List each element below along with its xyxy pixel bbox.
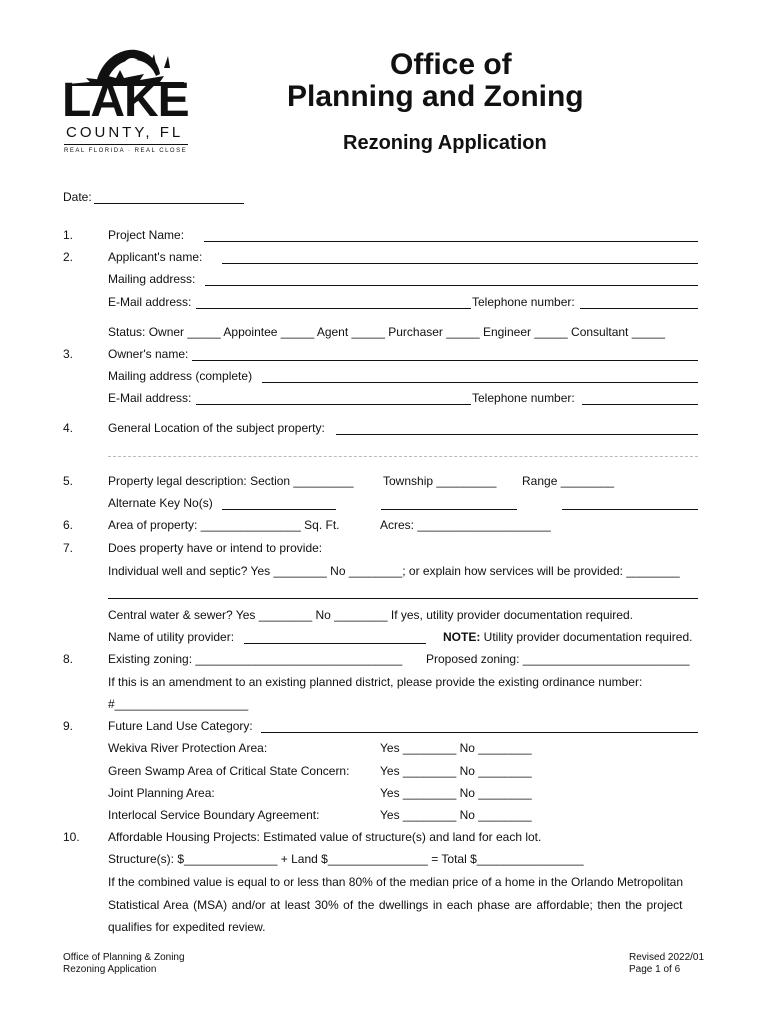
alternate-key-label: Alternate Key No(s) bbox=[108, 496, 213, 510]
interlocal-label: Interlocal Service Boundary Agreement: bbox=[108, 808, 320, 822]
area-label: Area of property: _______________ Sq. Ft. bbox=[108, 518, 340, 532]
paragraph-line-2: Statistical Area (MSA) and/or at least 30% of the dwellings in each phase are affordable; then the project bbox=[108, 898, 683, 912]
existing-zoning-label: Existing zoning: _______________________________ bbox=[108, 652, 403, 666]
logo-tagline: REAL FLORIDA · REAL CLOSE bbox=[64, 148, 188, 154]
general-location-label: General Location of the subject property: bbox=[108, 421, 325, 435]
page-subtitle: Rezoning Application bbox=[343, 132, 547, 154]
item-number-10: 10. bbox=[63, 830, 80, 844]
page-title-line2: Planning and Zoning bbox=[287, 80, 584, 113]
logo-word-county: COUNTY, FL bbox=[66, 124, 184, 141]
telephone2-label: Telephone number: bbox=[472, 391, 575, 405]
interlocal-yes-no[interactable]: Yes ________ No ________ bbox=[380, 808, 532, 822]
alternate-key-field-1[interactable] bbox=[222, 509, 336, 510]
applicant-name-field[interactable] bbox=[222, 263, 698, 264]
mailing-address-field[interactable] bbox=[205, 285, 698, 286]
item-number-4: 4. bbox=[63, 421, 74, 435]
status-line: Status: Owner _____ Appointee _____ Agent _____ Purchaser _____ Engineer _____ Consultant _____ bbox=[108, 325, 666, 339]
mailing-complete-field[interactable] bbox=[262, 382, 698, 383]
legal-description-label: Property legal description: Section _________ bbox=[108, 474, 354, 488]
item-number-8: 8. bbox=[63, 652, 74, 666]
well-septic-line: Individual well and septic? Yes ________ No ________; or explain how services will be provided: ________ bbox=[108, 564, 680, 578]
email-field[interactable] bbox=[196, 308, 471, 309]
affordable-housing-label: Affordable Housing Projects: Estimated value of structure(s) and land for each lot. bbox=[108, 830, 542, 844]
utility-provider-field[interactable] bbox=[244, 643, 426, 644]
owner-name-field[interactable] bbox=[192, 360, 698, 361]
footer-left-line1: Office of Planning & Zoning bbox=[63, 952, 185, 963]
joint-planning-label: Joint Planning Area: bbox=[108, 786, 215, 800]
item-number-6: 6. bbox=[63, 518, 74, 532]
utility-provider-label: Name of utility provider: bbox=[108, 630, 235, 644]
mailing-address-label: Mailing address: bbox=[108, 272, 196, 286]
email2-field[interactable] bbox=[196, 404, 471, 405]
township-label: Township _________ bbox=[383, 474, 497, 488]
alternate-key-field-3[interactable] bbox=[562, 509, 698, 510]
joint-planning-yes-no[interactable]: Yes ________ No ________ bbox=[380, 786, 532, 800]
note-text: Utility provider documentation required. bbox=[480, 630, 693, 644]
lake-county-logo bbox=[60, 44, 192, 160]
future-land-use-field[interactable] bbox=[261, 732, 698, 733]
paragraph-line-1: If the combined value is equal to or less than 80% of the median price of a home in the Orlando Metropolitan bbox=[108, 875, 684, 889]
logo-rule bbox=[64, 144, 188, 145]
structures-line[interactable]: Structure(s): $______________ + Land $_______________ = Total $________________ bbox=[108, 852, 584, 866]
future-land-use-label: Future Land Use Category: bbox=[108, 719, 253, 733]
ordinance-number-field[interactable]: #____________________ bbox=[108, 697, 249, 711]
paragraph-line-3: qualifies for expedited review. bbox=[108, 920, 266, 934]
applicant-name-label: Applicant's name: bbox=[108, 250, 203, 264]
project-name-field[interactable] bbox=[204, 241, 698, 242]
email-label: E-Mail address: bbox=[108, 295, 192, 309]
date-label: Date: bbox=[63, 190, 92, 204]
services-explanation-field[interactable] bbox=[108, 598, 698, 599]
item-number-3: 3. bbox=[63, 347, 74, 361]
email2-label: E-Mail address: bbox=[108, 391, 192, 405]
general-location-field-2[interactable] bbox=[108, 456, 698, 457]
telephone-label: Telephone number: bbox=[472, 295, 575, 309]
item-number-5: 5. bbox=[63, 474, 74, 488]
proposed-zoning-label: Proposed zoning: _________________________ bbox=[426, 652, 690, 666]
project-name-label: Project Name: bbox=[108, 228, 185, 242]
footer-right-line1: Revised 2022/01 bbox=[629, 952, 705, 963]
utility-note bbox=[443, 630, 692, 644]
water-sewer-line: Central water & sewer? Yes ________ No ________ If yes, utility provider documentation required. bbox=[108, 608, 633, 622]
item-number-9: 9. bbox=[63, 719, 74, 733]
footer-left-line2: Rezoning Application bbox=[63, 964, 157, 975]
telephone-field[interactable] bbox=[580, 308, 698, 309]
range-label: Range ________ bbox=[522, 474, 615, 488]
note-label: NOTE: bbox=[443, 630, 481, 644]
item-number-2: 2. bbox=[63, 250, 74, 264]
logo-word-lake: LAKE bbox=[62, 74, 189, 127]
does-property-label: Does property have or intend to provide: bbox=[108, 541, 323, 555]
amendment-label: If this is an amendment to an existing planned district, please provide the existing ordinance number: bbox=[108, 675, 643, 689]
mailing-complete-label: Mailing address (complete) bbox=[108, 369, 253, 383]
general-location-field[interactable] bbox=[336, 434, 698, 435]
item-number-1: 1. bbox=[63, 228, 74, 242]
wekiva-label: Wekiva River Protection Area: bbox=[108, 741, 268, 755]
wekiva-yes-no[interactable]: Yes ________ No ________ bbox=[380, 741, 532, 755]
footer-page-number: Page 1 of 6 bbox=[629, 964, 681, 975]
green-swamp-label: Green Swamp Area of Critical State Concern: bbox=[108, 764, 350, 778]
alternate-key-field-2[interactable] bbox=[381, 509, 517, 510]
green-swamp-yes-no[interactable]: Yes ________ No ________ bbox=[380, 764, 532, 778]
page-title-line1: Office of bbox=[390, 48, 512, 81]
telephone2-field[interactable] bbox=[582, 404, 698, 405]
date-field[interactable] bbox=[94, 203, 244, 204]
owner-name-label: Owner's name: bbox=[108, 347, 189, 361]
item-number-7: 7. bbox=[63, 541, 74, 555]
acres-label: Acres: ____________________ bbox=[380, 518, 551, 532]
